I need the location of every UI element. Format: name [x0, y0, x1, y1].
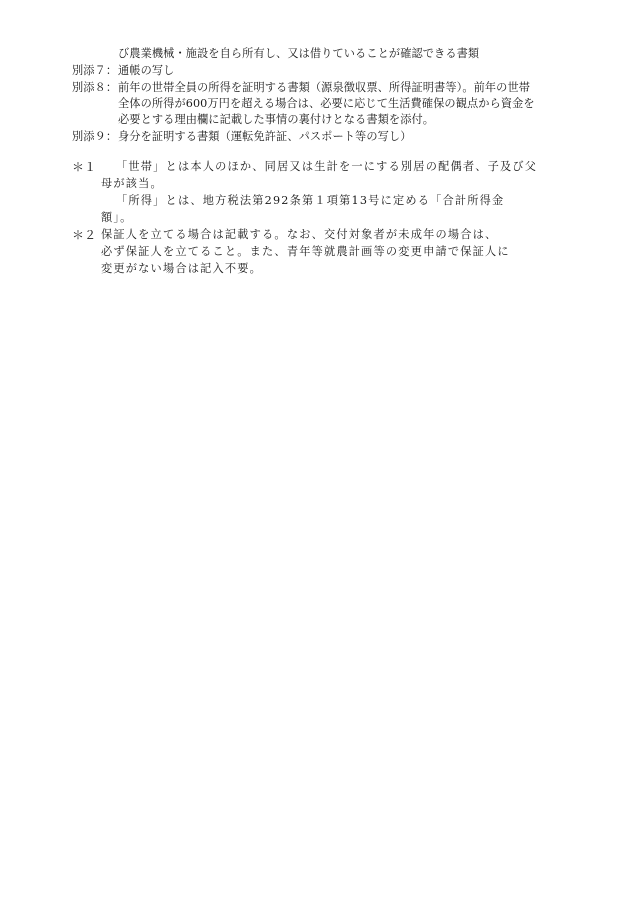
note-2-mark: ＊２	[72, 228, 97, 242]
note-2-line-1: 保証人を立てる場合は記載する。なお、交付対象者が未成年の場合は、	[101, 228, 498, 241]
attachment-8-text-line-3: 必要とする理由欄に記載した事情の裏付けとなる書類を添付。	[118, 113, 435, 126]
attachment-7-text: 通帳の写し	[118, 64, 175, 77]
attachment-9-text: 身分を証明する書類（運転免許証、パスポート等の写し）	[118, 130, 412, 143]
note-1-line-3: 「所得」とは、地方税法第292条第１項第13号に定める「合計所得金	[116, 194, 505, 207]
attachment-8-text-line-1: 前年の世帯全員の所得を証明する書類（源泉徴収票、所得証明書等）。前年の世帯	[118, 81, 531, 94]
note-2-line-2: 必ず保証人を立てること。また、青年等就農計画等の変更申請で保証人に	[101, 245, 510, 258]
note-1-line-1: 「世帯」とは本人のほか、同居又は生計を一にする別居の配偶者、子及び父	[116, 160, 538, 173]
attachment-8-label: 別添８：	[72, 81, 118, 94]
note-1-line-4: 額」。	[101, 211, 133, 224]
note-1-line-2: 母が該当。	[101, 177, 163, 190]
note-1-mark: ＊１	[72, 160, 97, 174]
attachment-6-continuation: び農業機械・施設を自ら所有し、又は借りていることが確認できる書類	[118, 47, 480, 60]
attachment-7-label: 別添７：	[72, 64, 118, 77]
attachment-8-text-line-2: 全体の所得が600万円を超える場合は、必要に応じて生活費確保の観点から資金を	[118, 97, 535, 110]
note-2-line-3: 変更がない場合は記入不要。	[101, 262, 263, 275]
attachment-9-label: 別添９：	[72, 130, 118, 143]
